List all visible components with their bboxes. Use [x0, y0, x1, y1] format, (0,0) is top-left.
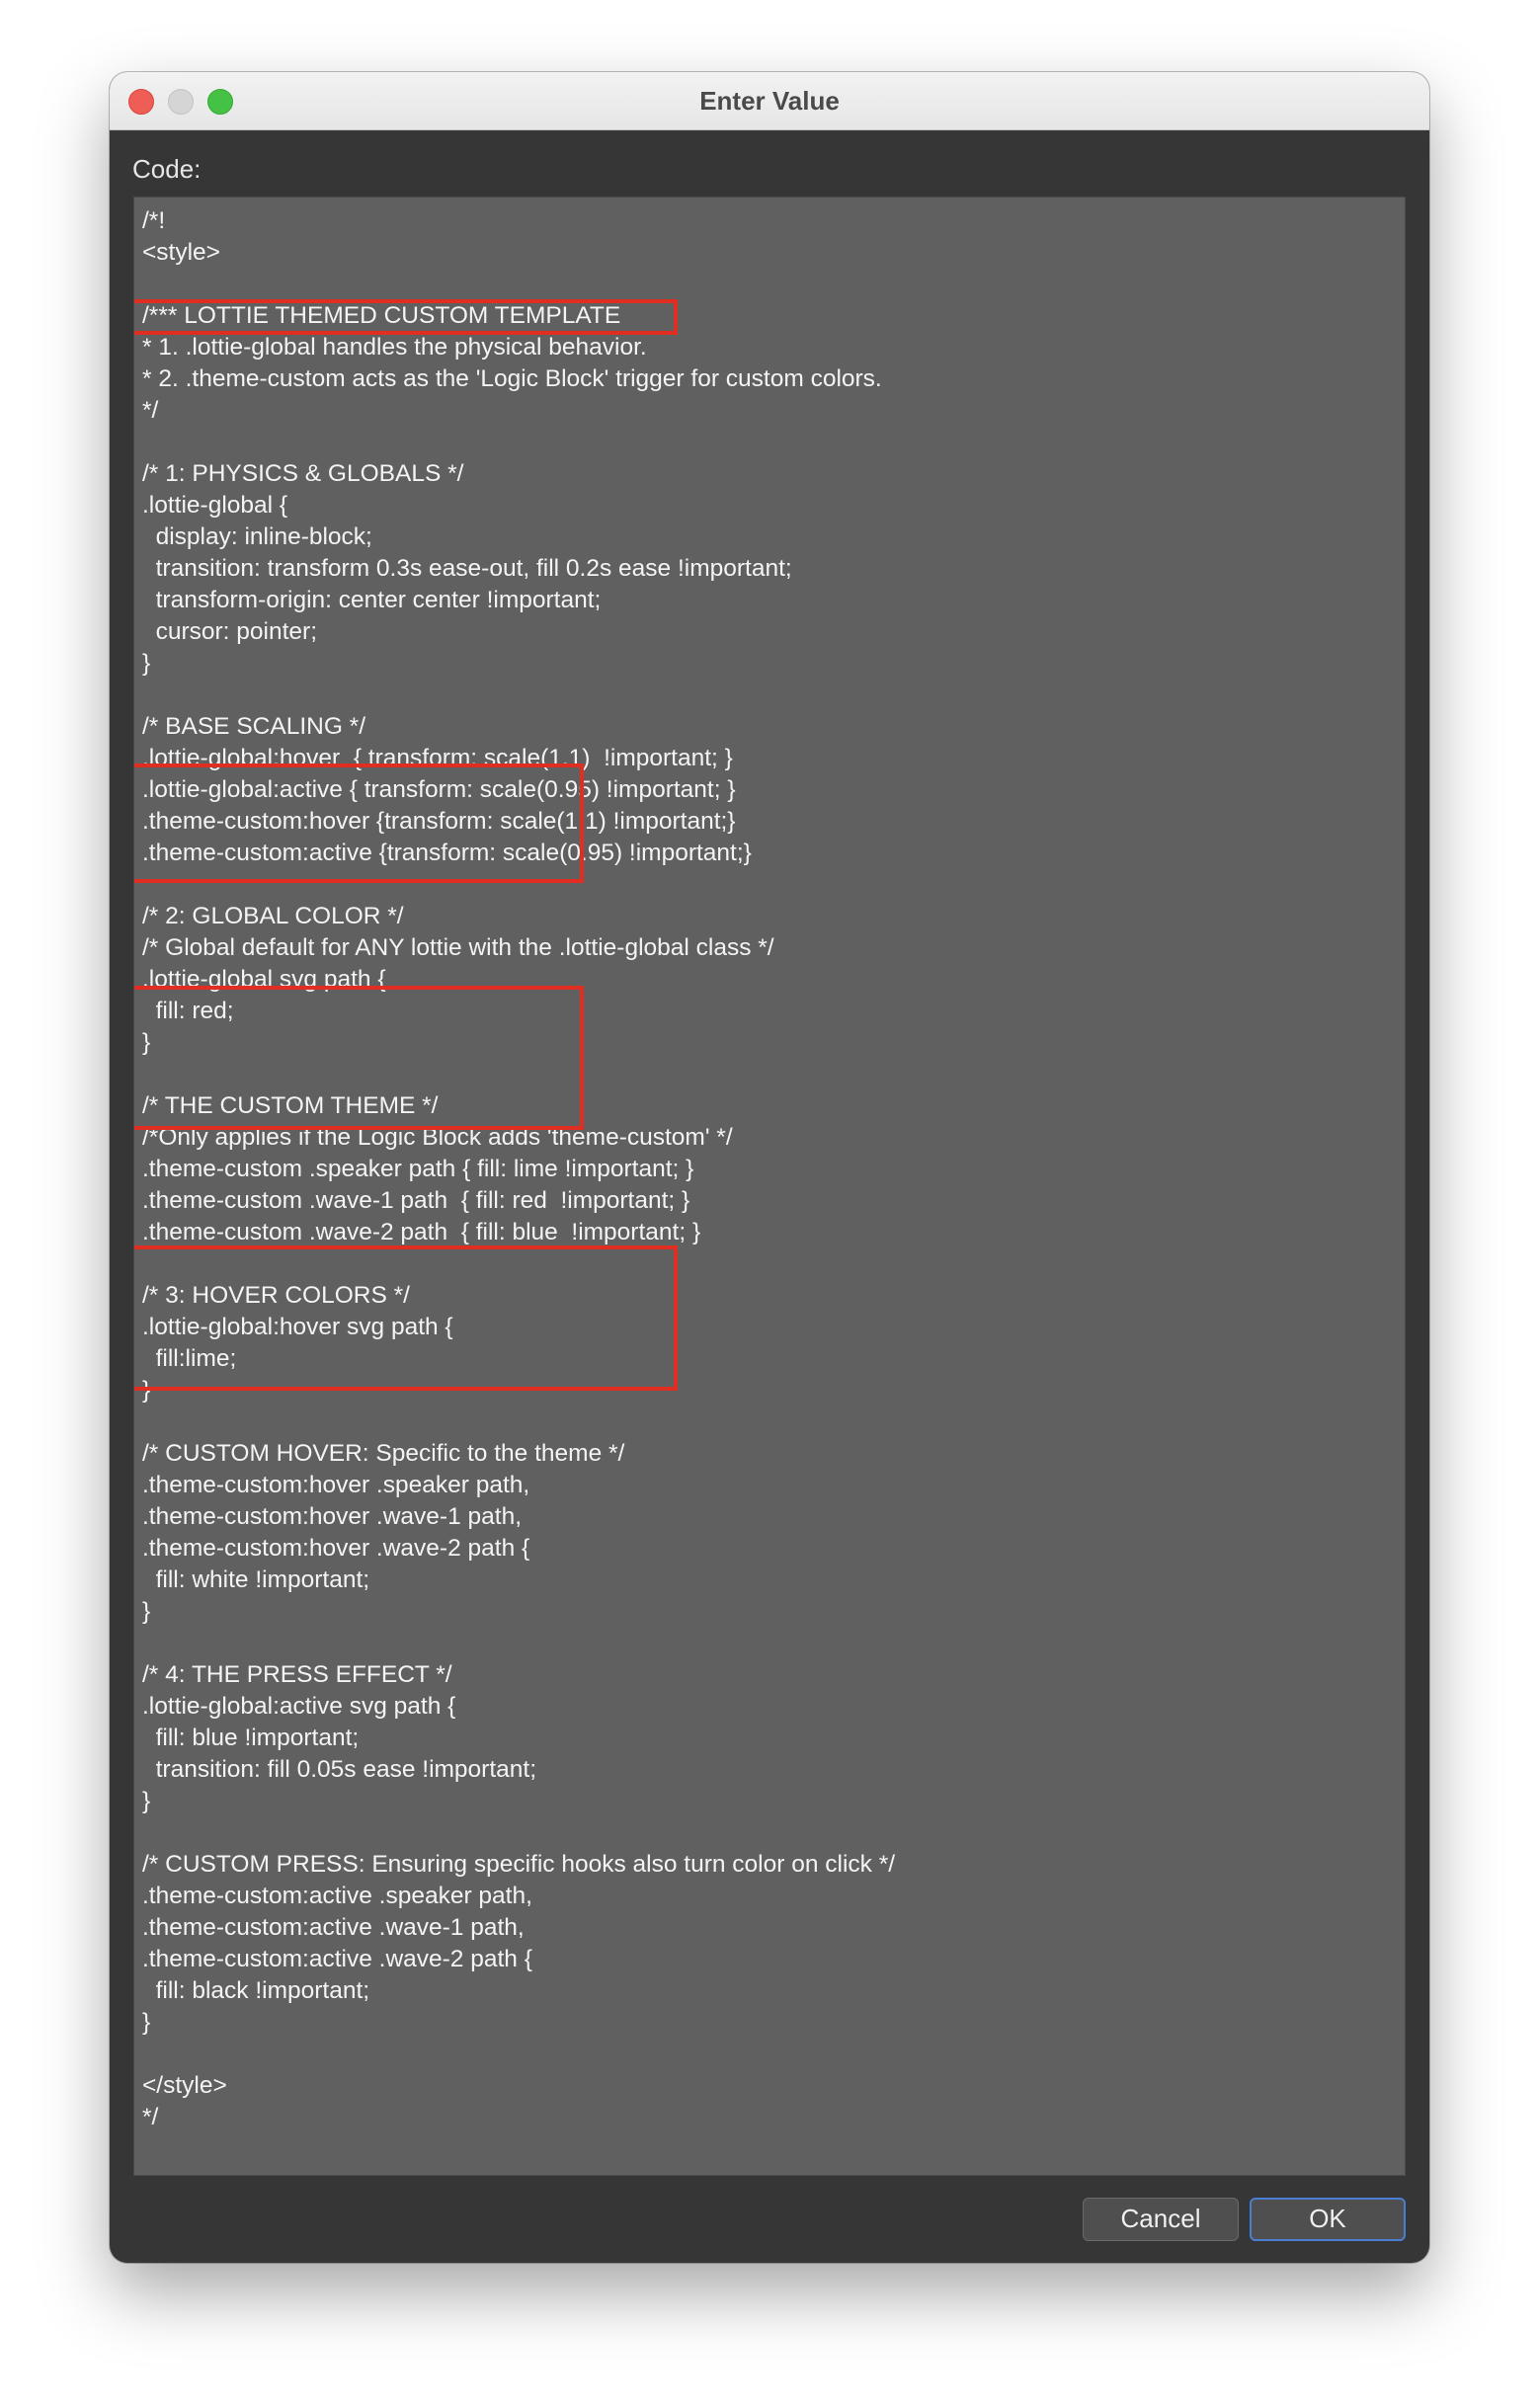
code-line: .lottie-global:active { transform: scale(0.95) !important; } [142, 776, 736, 803]
code-line [142, 1248, 895, 1280]
code-line: .theme-custom:active .wave-2 path { [142, 1946, 532, 1972]
code-line: } [142, 1598, 151, 1625]
code-line: } [142, 1029, 151, 1056]
enter-value-dialog [110, 72, 1429, 2263]
code-textarea[interactable] [133, 197, 1406, 2176]
code-line: .theme-custom .speaker path { fill: lime !important; } [142, 1156, 694, 1182]
code-line: <style> [142, 239, 220, 266]
code-line: /* CUSTOM PRESS: Ensuring specific hooks also turn color on click */ [142, 1851, 896, 1878]
code-line: /* Global default for ANY lottie with the .lottie-global class */ [142, 934, 774, 961]
code-label: Code: [132, 154, 202, 184]
code-line: /* 3: HOVER COLORS */ [142, 1282, 410, 1309]
code-lines [142, 205, 895, 2133]
code-line: </style> [142, 2072, 227, 2099]
code-line: .theme-custom:active .speaker path, [142, 1883, 532, 1909]
code-line: fill: blue !important; [142, 1725, 360, 1751]
code-line: /* BASE SCALING */ [142, 713, 366, 740]
code-line: .lottie-global:active svg path { [142, 1693, 456, 1720]
code-line: * 2. .theme-custom acts as the 'Logic Block' trigger for custom colors. [142, 365, 882, 392]
code-line: cursor: pointer; [142, 618, 318, 645]
code-line: transition: transform 0.3s ease-out, fill 0.2s ease !important; [142, 555, 792, 582]
code-line: .lottie-global:hover { transform: scale(1.1) !important; } [142, 745, 733, 771]
code-line: fill: red; [142, 998, 234, 1024]
code-line [142, 869, 895, 901]
cancel-button[interactable]: Cancel [1083, 2198, 1239, 2241]
code-line [142, 269, 895, 300]
code-line: .theme-custom:active .wave-1 path, [142, 1914, 525, 1941]
code-line: /* 1: PHYSICS & GLOBALS */ [142, 460, 464, 487]
code-line: .theme-custom:hover .wave-1 path, [142, 1503, 523, 1530]
code-line: .theme-custom .wave-2 path { fill: blue !important; } [142, 1219, 701, 1245]
code-line: */ [142, 397, 159, 424]
code-line: .lottie-global { [142, 492, 288, 519]
code-line [142, 1628, 895, 1659]
code-line: /*Only applies if the Logic Block adds 'theme-custom' */ [142, 1124, 733, 1151]
code-line [142, 680, 895, 711]
code-line: .theme-custom:active {transform: scale(0.95) !important;} [142, 840, 752, 866]
code-line: } [142, 1377, 151, 1404]
code-line: transform-origin: center center !important; [142, 587, 602, 613]
code-line: .theme-custom:hover .speaker path, [142, 1472, 530, 1498]
code-line [142, 427, 895, 458]
code-line: } [142, 1788, 151, 1814]
code-line: .theme-custom:hover {transform: scale(1.1) !important;} [142, 808, 736, 835]
code-line: /*** LOTTIE THEMED CUSTOM TEMPLATE [142, 302, 621, 329]
code-line: } [142, 650, 151, 677]
code-line: /*! [142, 207, 166, 234]
dialog-title: Enter Value [699, 86, 840, 116]
code-line: } [142, 2009, 151, 2036]
code-line [142, 1059, 895, 1090]
code-line: */ [142, 2104, 159, 2130]
title-bar[interactable] [110, 72, 1429, 130]
code-line [142, 2039, 895, 2070]
code-line: transition: fill 0.05s ease !important; [142, 1756, 536, 1783]
code-line: fill: black !important; [142, 1977, 370, 2004]
code-line: .theme-custom:hover .wave-2 path { [142, 1535, 530, 1562]
code-line: fill:lime; [142, 1345, 237, 1372]
code-line [142, 1817, 895, 1849]
code-line: .lottie-global svg path { [142, 966, 386, 993]
code-line: fill: white !important; [142, 1566, 370, 1593]
code-line: /* CUSTOM HOVER: Specific to the theme */ [142, 1440, 625, 1467]
code-line: /* THE CUSTOM THEME */ [142, 1092, 439, 1119]
code-line: .lottie-global:hover svg path { [142, 1314, 453, 1340]
code-line: display: inline-block; [142, 523, 372, 550]
code-line: * 1. .lottie-global handles the physical behavior. [142, 334, 647, 361]
code-line: /* 4: THE PRESS EFFECT */ [142, 1661, 452, 1688]
ok-button[interactable]: OK [1250, 2198, 1406, 2241]
code-line: /* 2: GLOBAL COLOR */ [142, 903, 404, 929]
code-line: .theme-custom .wave-1 path { fill: red !important; } [142, 1187, 690, 1214]
code-line [142, 1406, 895, 1438]
